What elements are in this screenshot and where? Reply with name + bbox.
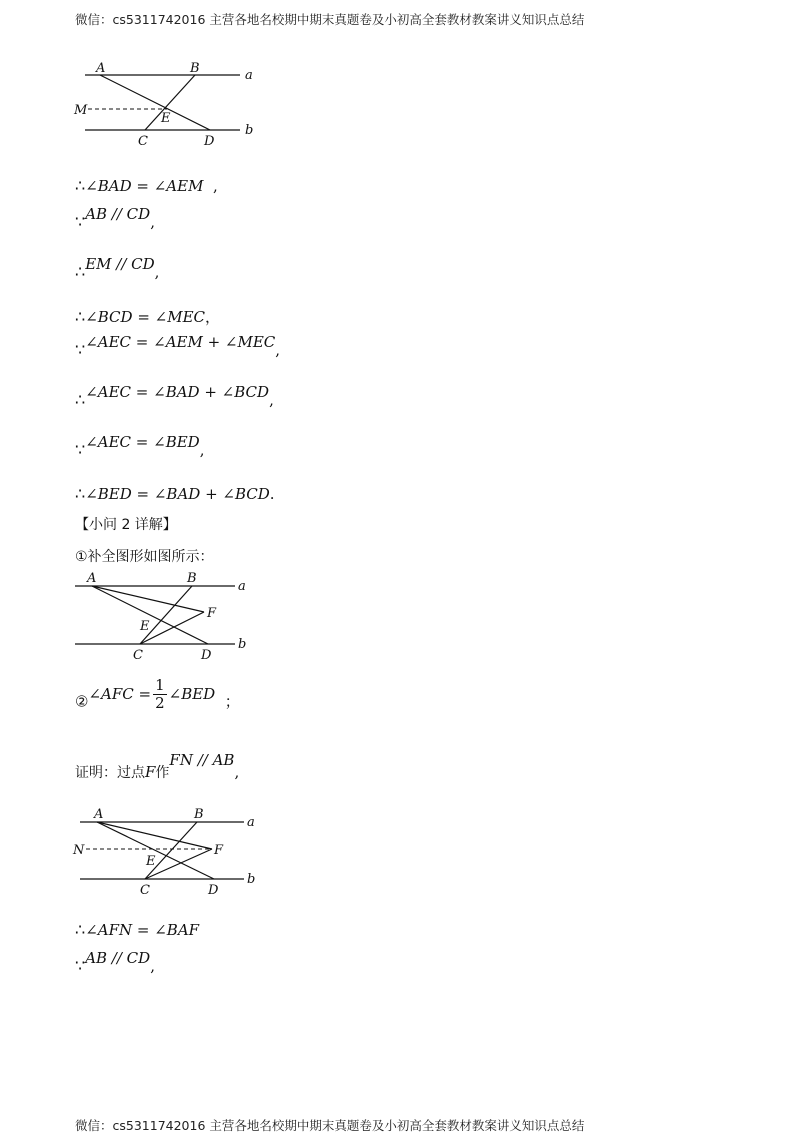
label-A: A xyxy=(96,61,106,76)
label-b: b xyxy=(245,123,254,138)
segment-CF xyxy=(140,612,204,644)
step-1: ∴∠BAD = ∠AEM , xyxy=(75,176,218,195)
step-4: ∴∠BCD = ∠MEC， xyxy=(75,307,221,326)
label-B: B xyxy=(187,571,197,586)
figure-3-auxiliary-line xyxy=(72,803,282,903)
part-2-claim: ②∠AFC = $\frac{1}{2}$ ∠BED ； xyxy=(75,676,240,712)
label-F: F xyxy=(207,606,217,621)
segment-AF xyxy=(92,586,204,612)
label-C: C xyxy=(140,883,150,898)
segment-AF xyxy=(97,822,212,849)
figure-2-completed xyxy=(70,570,270,670)
proof-intro: 证明：过点F作FN // AB, xyxy=(75,751,240,781)
label-B: B xyxy=(194,807,204,822)
label-N: N xyxy=(73,843,85,858)
label-a: a xyxy=(247,815,255,830)
segment-AD xyxy=(92,586,208,644)
segment-AD xyxy=(97,822,214,879)
step-8: ∴∠BED = ∠BAD + ∠BCD. xyxy=(75,484,275,503)
step-6: ∴∠AEC = ∠BAD + ∠BCD, xyxy=(75,383,274,409)
label-E: E xyxy=(161,111,171,126)
page-footer: 微信：cs5311742016 主营各地名校期中期末真题卷及小初高全套教材教案讲义知识点总结 xyxy=(75,1118,585,1133)
label-M: M xyxy=(74,103,88,118)
step-5: ∵∠AEC = ∠AEM + ∠MEC, xyxy=(75,333,281,359)
segment-BC xyxy=(140,586,192,644)
section-title: 【小问 2 详解】 xyxy=(75,517,177,533)
label-D: D xyxy=(204,134,215,149)
step-3: ∴EM // CD, xyxy=(75,255,160,281)
fraction-one-half: $\frac{1}{2}$ xyxy=(155,676,165,712)
page-header: 微信：cs5311742016 主营各地名校期中期末真题卷及小初高全套教材教案讲义知识点总结 xyxy=(75,12,585,27)
label-E: E xyxy=(140,619,150,634)
step-7: ∵∠AEC = ∠BED, xyxy=(75,433,205,459)
label-C: C xyxy=(133,648,143,663)
figure-1-parallel-lines xyxy=(70,60,270,160)
label-B: B xyxy=(190,61,200,76)
step-2: ∵AB // CD, xyxy=(75,205,155,231)
label-A: A xyxy=(87,571,97,586)
step-10: ∵AB // CD, xyxy=(75,949,155,975)
label-C: C xyxy=(138,134,148,149)
label-a: a xyxy=(245,68,253,83)
step-9: ∴∠AFN = ∠BAF xyxy=(75,920,200,939)
label-a: a xyxy=(238,579,246,594)
label-D: D xyxy=(201,648,212,663)
label-F: F xyxy=(214,843,224,858)
label-b: b xyxy=(247,872,256,887)
label-b: b xyxy=(238,637,247,652)
label-A: A xyxy=(94,807,104,822)
segment-AD xyxy=(100,75,210,130)
part-1-text: ①补全图形如图所示： xyxy=(75,549,214,565)
label-D: D xyxy=(208,883,219,898)
segment-BC xyxy=(145,822,197,879)
label-E: E xyxy=(146,854,156,869)
